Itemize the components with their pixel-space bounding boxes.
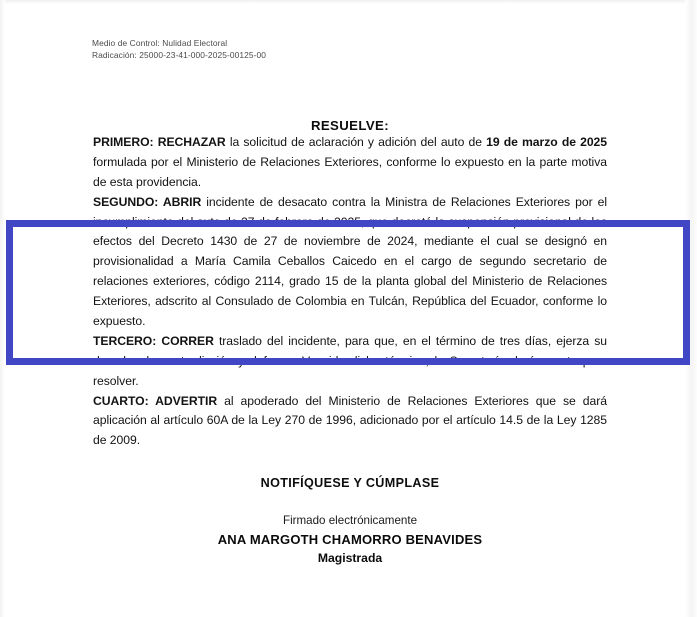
medio-de-control-line: Medio de Control: Nulidad Electoral bbox=[92, 38, 228, 48]
paragraph-segundo bbox=[93, 193, 607, 332]
signed-electronically-label: Firmado electrónicamente bbox=[282, 514, 418, 528]
paragraph-segundo-lead: SEGUNDO: ABRIR bbox=[93, 194, 202, 209]
paragraph-primero bbox=[93, 133, 607, 193]
paragraph-cuarto bbox=[93, 392, 607, 452]
paragraph-primero-emphasis: 19 de marzo de 2025 bbox=[486, 135, 608, 149]
paragraph-tercero-body-1: traslado del incidente, para que, en el término de tres días, ejerza su derecho de contradicción y defensa. Vencido dicho término, la Secretaría dará cuenta para resolver. bbox=[93, 333, 607, 388]
paragraph-segundo-body-1: incidente de desacato contra la Ministra de Relaciones Exteriores por el incumplimiento del auto de 27 de febrero de 2025, que decretó la suspensión provisional de los efectos del Decreto 1430 de 27 de noviembre de 2024, mediante el cual se designó en provisionalidad a María Camila Ceballos Caicedo en el cargo de segundo secretario de relaciones exteriores, código 2114, grado 15 de la planta global del Ministerio de Relaciones Exteriores, adscrito al Consulado de Colombia en Tulcán, República del Ecuador, conforme lo expuesto. bbox=[93, 194, 607, 329]
paragraph-tercero-lead: TERCERO: CORRER bbox=[93, 333, 214, 348]
page-title: RESUELVE: bbox=[310, 118, 390, 133]
signer-name: ANA MARGOTH CHAMORRO BENAVIDES bbox=[217, 531, 483, 547]
signature-block bbox=[93, 512, 607, 567]
paragraph-primero-body-1: la solicitud de aclaración y adición del auto de bbox=[225, 135, 487, 149]
radicacion-line: Radicación: 25000-23-41-000-2025-00125-00 bbox=[92, 49, 267, 60]
paragraph-primero-lead: PRIMERO: RECHAZAR bbox=[93, 135, 226, 149]
paragraph-cuarto-body-1: al apoderado del Ministerio de Relaciones Exteriores que se dará aplicación al artículo 60A de la Ley 270 de 1996, adicionado por el artículo 14.5 de la Ley 1285 de 2009. bbox=[93, 393, 607, 448]
document-text-column bbox=[93, 0, 607, 567]
closing-block bbox=[93, 476, 607, 567]
paragraph-cuarto-lead: CUARTO: ADVERTIR bbox=[93, 393, 218, 408]
signer-role: Magistrada bbox=[317, 551, 383, 566]
paragraph-primero-body-2: formulada por el Ministerio de Relaciones Exteriores, conforme lo expuesto en la parte motiva de esta providencia. bbox=[93, 154, 607, 189]
paragraph-tercero bbox=[93, 332, 607, 392]
notifiquese-heading: NOTIFÍQUESE Y CÚMPLASE bbox=[260, 476, 440, 491]
